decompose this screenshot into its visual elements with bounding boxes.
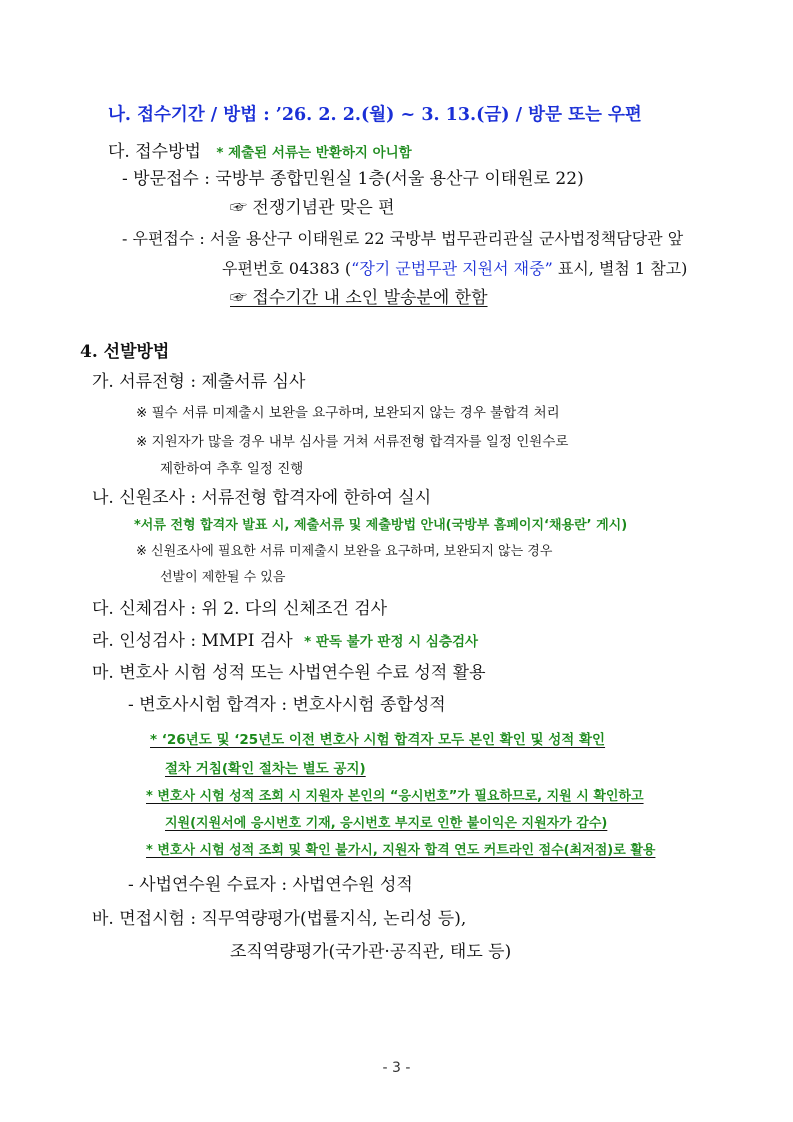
interview-line2: 조직역량평가(국가관·공직관, 태도 등) — [230, 942, 512, 962]
method-title: 다. 접수방법 — [108, 142, 201, 162]
docs-title: 가. 서류전형 : 제출서류 심사 — [92, 372, 306, 392]
selection-title: 4. 선발방법 — [80, 342, 170, 362]
method-note: * 제출된 서류는 반환하지 아니함 — [216, 145, 412, 161]
physical-exam: 다. 신체검사 : 위 2. 다의 신체조건 검사 — [92, 599, 388, 619]
bar-note2a: * 변호사 시험 성적 조회 시 지원자 본인의 “응시번호”가 필요하므로, 지원 시 확인하고 — [146, 789, 644, 804]
docs-note2a: ※ 지원자가 많을 경우 내부 심사를 거쳐 서류전형 합격자를 일정 인원수로 — [136, 434, 569, 450]
bar-note2b: 지원(지원서에 응시번호 기재, 응시번호 부지로 인한 불이익은 지원자가 감수) — [165, 816, 608, 831]
background-note-b: 선발이 제한될 수 있음 — [160, 570, 286, 585]
interview-line1: 바. 면접시험 : 직무역량평가(법률지식, 논리성 등), — [92, 909, 467, 929]
background-note-a: ※ 신원조사에 필요한 서류 미제출시 보완을 요구하며, 보완되지 않는 경우 — [136, 544, 553, 559]
docs-note1: ※ 필수 서류 미제출시 보완을 요구하며, 보완되지 않는 경우 불합격 처리 — [136, 405, 560, 421]
mail-label: - 우편접수 : 서울 용산구 이태원로 22 국방부 법무관리관실 군사법정책담당관 앞 — [122, 229, 684, 248]
bar-note3: * 변호사 시험 성적 조회 및 확인 불가시, 지원자 합격 연도 커트라인 점수(최저점)로 활용 — [146, 843, 656, 858]
application-heading: 나. 접수기간 / 방법 : ’26. 2. 2.(월) ~ 3. 13.(금) / 방문 또는 우편 — [108, 105, 642, 125]
visit-location: ☞ 전쟁기념관 맞은 편 — [230, 198, 395, 218]
mail-zip — [222, 258, 687, 280]
page-number: - 3 - — [382, 1060, 411, 1076]
visit-label: - 방문접수 : 국방부 종합민원실 1층(서울 용산구 이태원로 22) — [122, 169, 584, 189]
institute-line: - 사법연수원 수료자 : 사법연수원 성적 — [128, 875, 413, 895]
bar-note1a: * ‘26년도 및 ‘25년도 이전 변호사 시험 합격자 모두 본인 확인 및 성적 확인 — [150, 732, 606, 748]
background-title: 나. 신원조사 : 서류전형 합격자에 한하여 실시 — [92, 488, 432, 508]
mail-zip-suffix: 표시, 별첨 1 참고) — [552, 259, 688, 278]
mail-zip-highlight: “장기 군법무관 지원서 재중” — [351, 259, 553, 278]
bar-note1b: 절차 거침(확인 절차는 별도 공지) — [165, 761, 366, 777]
mail-note: ☞ 접수기간 내 소인 발송분에 한함 — [230, 288, 488, 308]
background-green: *서류 전형 합격자 발표 시, 제출서류 및 제출방법 안내(국방부 홈페이지‘채용란’ 게시) — [134, 518, 628, 533]
personality-test: 라. 인성검사 : MMPI 검사 — [92, 631, 293, 651]
personality-note: * 판독 불가 판정 시 심층검사 — [304, 634, 479, 650]
mail-zip-prefix: 우편번호 04383 ( — [222, 259, 352, 278]
personality-line — [92, 630, 478, 653]
docs-note2b: 제한하여 추후 일정 진행 — [160, 461, 304, 477]
scores-title: 마. 변호사 시험 성적 또는 사법연수원 수료 성적 활용 — [92, 663, 486, 683]
method-line — [108, 141, 412, 164]
bar-passer: - 변호사시험 합격자 : 변호사시험 종합성적 — [128, 695, 446, 715]
